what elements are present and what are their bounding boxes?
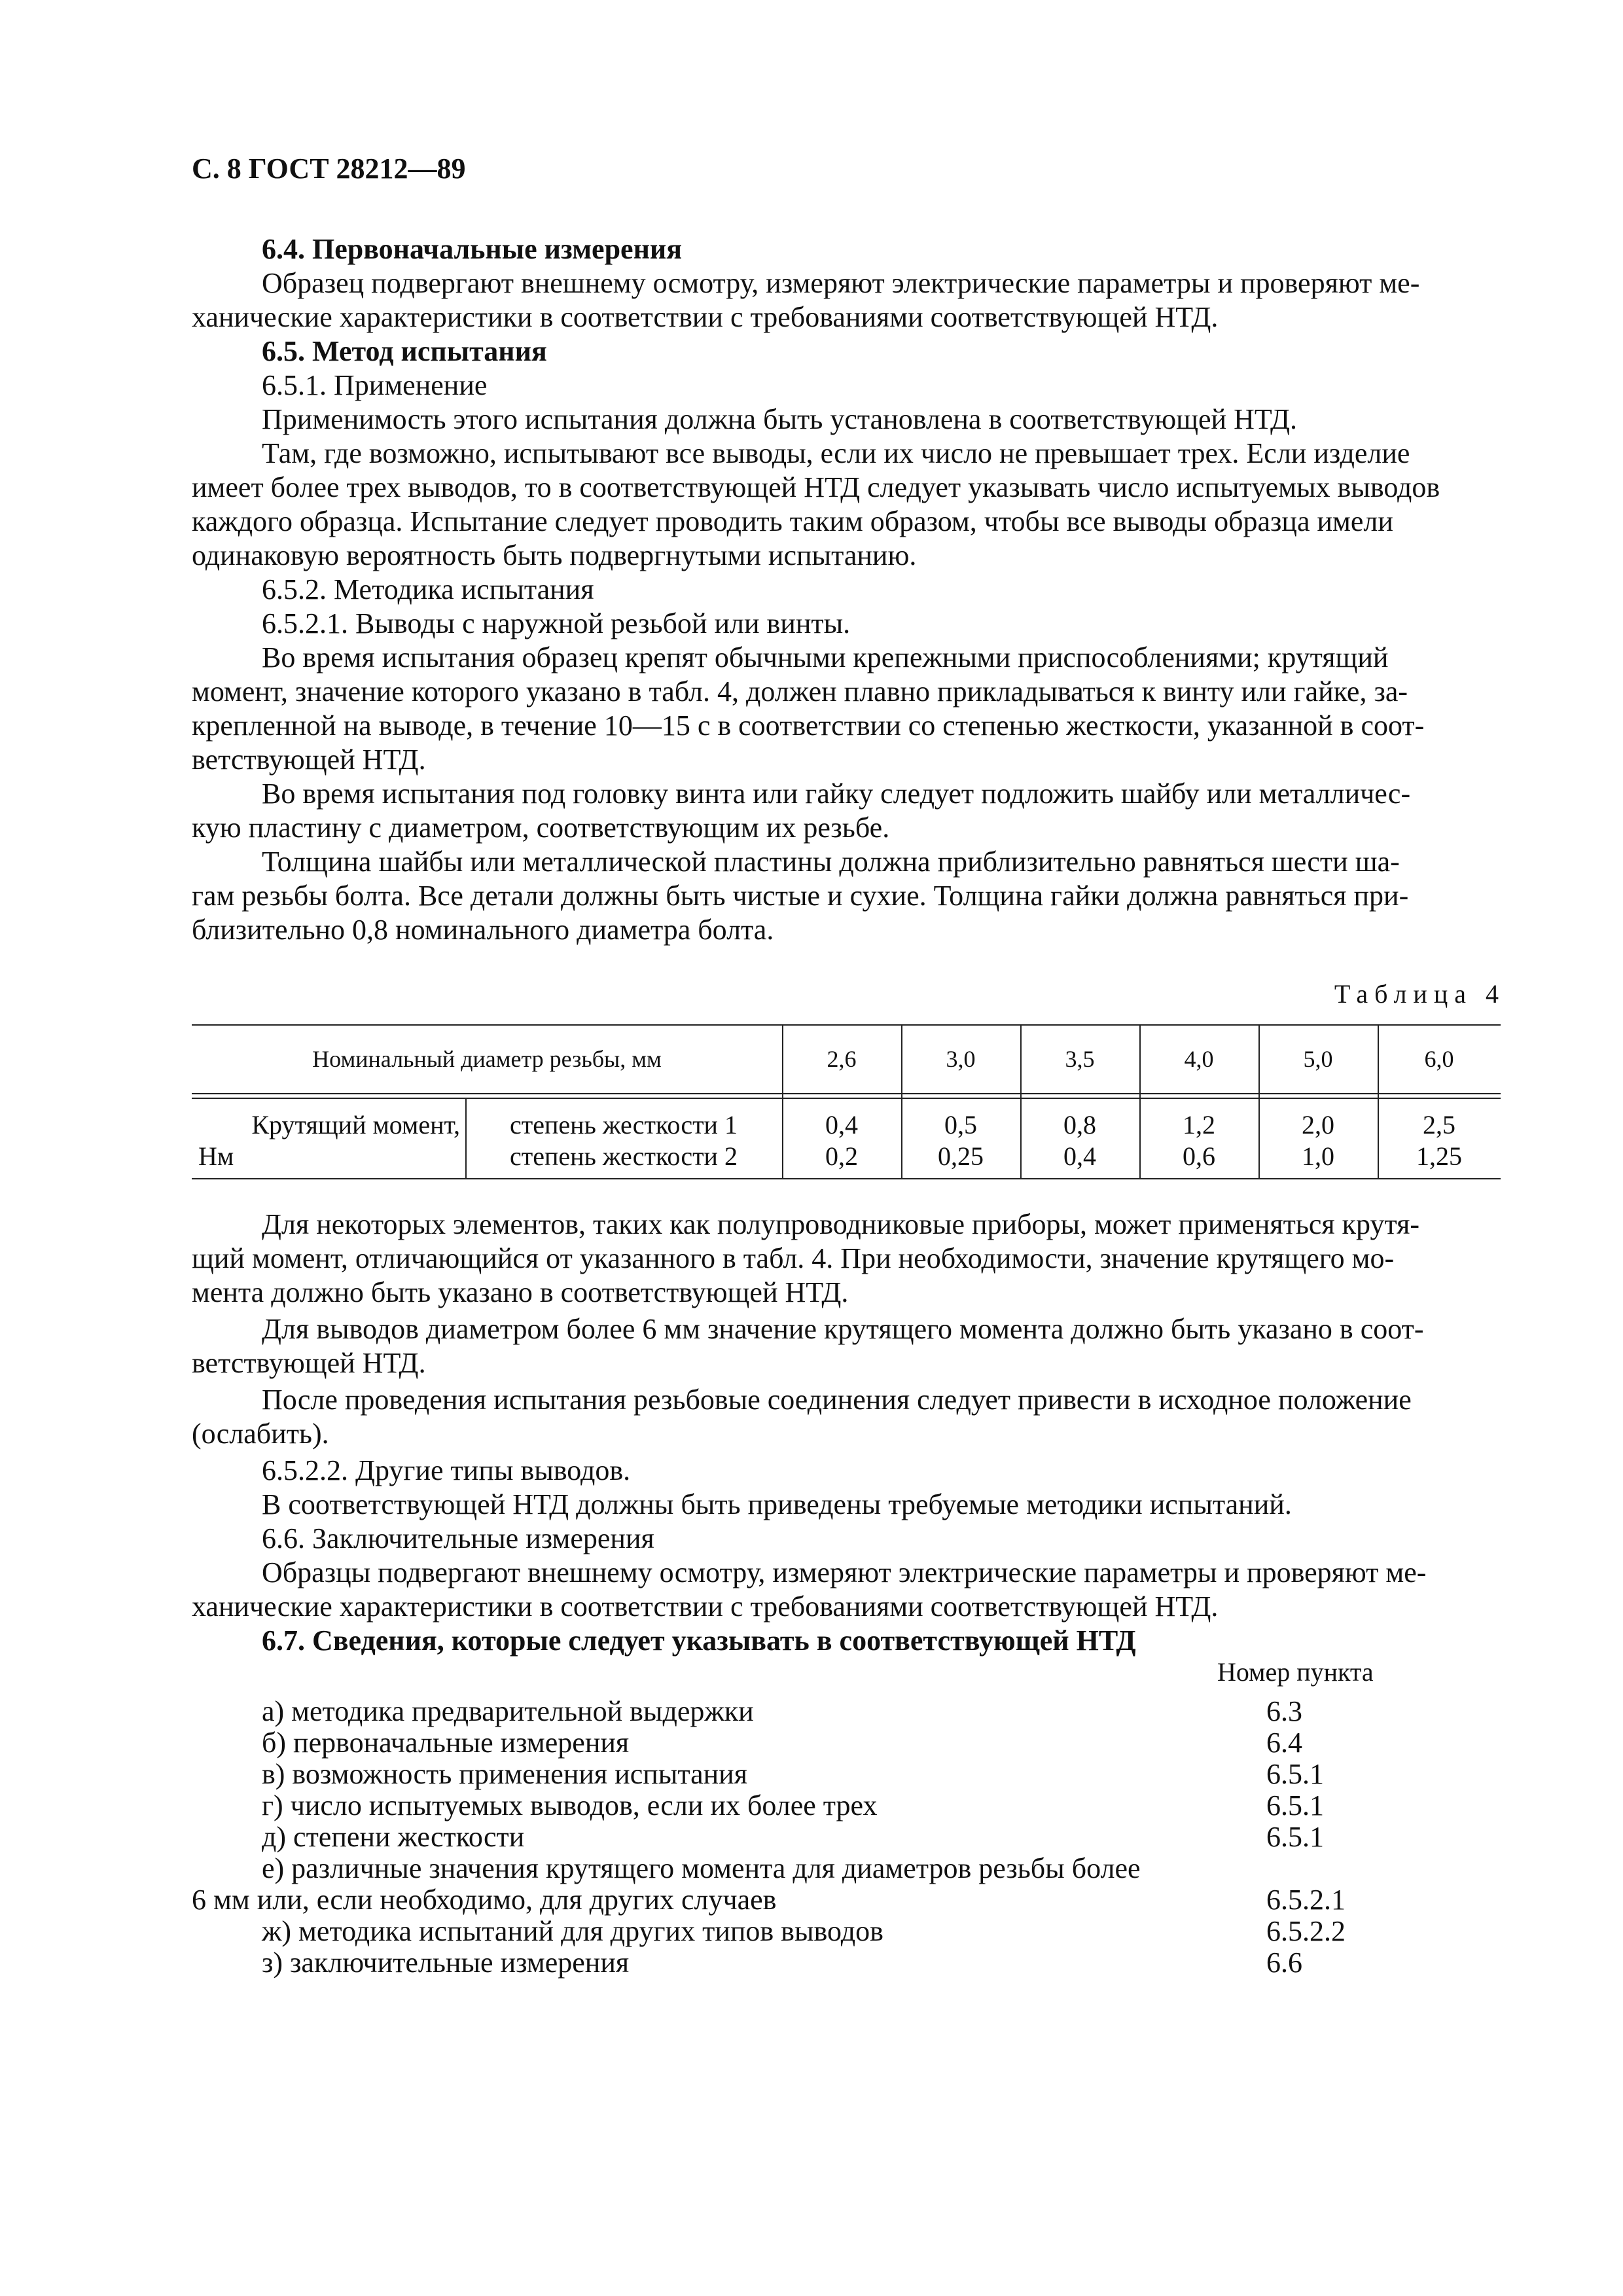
paragraph-line: Во время испытания под головку винта или гайку следует подложить шайбу или металличес- [262, 778, 1411, 810]
table-header-label: Номинальный диаметр резьбы, мм [312, 1046, 662, 1072]
section-6-5-2-title: 6.5.2. Методика испытания [262, 573, 594, 605]
paragraph-line: Там, где возможно, испытывают все выводы, если их число не превышает трех. Если изделие [262, 437, 1410, 469]
paragraph-line: каждого образца. Испытание следует проводить таким образом, чтобы все выводы образца имели [192, 505, 1393, 537]
list-item-continuation: 6 мм или, если необходимо, для других случаев [192, 1884, 777, 1916]
paragraph-line: Во время испытания образец крепят обычными крепежными приспособлениями; крутящий [262, 641, 1389, 673]
list-item-number: 6.5.2.2 [1266, 1915, 1346, 1947]
list-item: б) первоначальные измерения [262, 1727, 630, 1759]
paragraph-line: кую пластину с диаметром, соответствующим их резьбе. [192, 812, 890, 844]
paragraph-line: одинаковую вероятность быть подвергнутыми испытанию. [192, 539, 917, 571]
section-6-5-1-title: 6.5.1. Применение [262, 369, 488, 401]
paragraph-line: (ослабить). [192, 1418, 329, 1450]
table-cell: 2,0 [1302, 1110, 1334, 1139]
paragraph-line: Для некоторых элементов, таких как полупроводниковые приборы, может применяться крутя- [262, 1208, 1420, 1240]
paragraph-line: Для выводов диаметром более 6 мм значение крутящего момента должно быть указано в соот- [262, 1313, 1424, 1345]
table-cell: 0,25 [938, 1141, 984, 1171]
table-header-cell: 4,0 [1184, 1046, 1214, 1072]
section-6-6-title: 6.6. Заключительные измерения [262, 1522, 654, 1554]
table-rule [192, 1093, 1501, 1094]
table-header-cell: 2,6 [827, 1046, 857, 1072]
page-header: С. 8 ГОСТ 28212—89 [192, 152, 466, 185]
list-item-number: 6.5.2.1 [1266, 1884, 1346, 1916]
paragraph-line: щий момент, отличающийся от указанного в табл. 4. При необходимости, значение крутящего мо- [192, 1242, 1395, 1274]
table-header-cell: 6,0 [1424, 1046, 1454, 1072]
list-item-number: 6.6 [1266, 1946, 1302, 1979]
table-cell: 1,25 [1416, 1141, 1462, 1171]
table-cell: 0,6 [1183, 1141, 1215, 1171]
table-cell: 1,2 [1183, 1110, 1215, 1139]
row-label-unit: Нм [198, 1141, 234, 1171]
list-item-number: 6.3 [1266, 1695, 1302, 1727]
list-item: г) число испытуемых выводов, если их более трех [262, 1789, 878, 1821]
paragraph-line: Толщина шайбы или металлической пластины должна приблизительно равняться шести ша- [262, 846, 1400, 878]
paragraph-line: В соответствующей НТД должны быть приведены требуемые методики испытаний. [262, 1488, 1292, 1520]
table-cell: 0,4 [1063, 1141, 1096, 1171]
section-6-5-title: 6.5. Метод испытания [262, 335, 547, 367]
list-item: з) заключительные измерения [262, 1946, 630, 1979]
paragraph-line: гам резьбы болта. Все детали должны быть чистые и сухие. Толщина гайки должна равняться при- [192, 880, 1409, 912]
paragraph-line: После проведения испытания резьбовые соединения следует привести в исходное положение [262, 1384, 1412, 1416]
table-rule [192, 1024, 1501, 1026]
list-item-number: 6.4 [1266, 1727, 1302, 1759]
table-caption: Таблица 4 [1334, 979, 1505, 1009]
table-cell: 2,5 [1423, 1110, 1455, 1139]
paragraph-line: крепленной на выводе, в течение 10—15 с в соответствии со степенью жесткости, указанной в соот- [192, 709, 1425, 742]
row-label: Крутящий момент, [251, 1110, 460, 1139]
table-cell: 0,8 [1063, 1110, 1096, 1139]
table-header-cell: 5,0 [1303, 1046, 1333, 1072]
table-rule [192, 1178, 1501, 1179]
paragraph-line: ветствующей НТД. [192, 1347, 426, 1379]
table-cell: 0,2 [825, 1141, 858, 1171]
paragraph-line: мента должно быть указано в соответствующей НТД. [192, 1276, 849, 1308]
table-cell: 1,0 [1302, 1141, 1334, 1171]
paragraph-line: близительно 0,8 номинального диаметра болта. [192, 914, 774, 946]
section-6-7-title: 6.7. Сведения, которые следует указывать в соответствующей НТД [262, 1624, 1136, 1657]
paragraph-line: Образец подвергают внешнему осмотру, измеряют электрические параметры и проверяют ме- [262, 267, 1420, 299]
paragraph-line: Образцы подвергают внешнему осмотру, измеряют электрические параметры и проверяют ме- [262, 1556, 1427, 1588]
paragraph-line: ветствующей НТД. [192, 744, 426, 776]
list-item-number: 6.5.1 [1266, 1758, 1324, 1790]
list-item: а) методика предварительной выдержки [262, 1695, 754, 1727]
list-item: е) различные значения крутящего момента для диаметров резьбы более [262, 1852, 1141, 1884]
list-item: д) степени жесткости [262, 1821, 525, 1853]
section-6-5-2-1-title: 6.5.2.1. Выводы с наружной резьбой или винты. [262, 607, 851, 639]
clause-number-heading: Номер пункта [1217, 1657, 1374, 1687]
list-item-number: 6.5.1 [1266, 1821, 1324, 1853]
paragraph-line: имеет более трех выводов, то в соответствующей НТД следует указывать число испытуемых выводов [192, 471, 1440, 503]
paragraph-line: Применимость этого испытания должна быть установлена в соответствующей НТД. [262, 403, 1297, 435]
list-item: ж) методика испытаний для других типов выводов [262, 1915, 883, 1947]
table-header-cell: 3,0 [946, 1046, 976, 1072]
table-cell: 0,5 [944, 1110, 977, 1139]
table-cell: 0,4 [825, 1110, 858, 1139]
section-6-4-title: 6.4. Первоначальные измерения [262, 233, 683, 265]
section-6-5-2-2-title: 6.5.2.2. Другие типы выводов. [262, 1454, 631, 1486]
severity-1-label: степень жесткости 1 [510, 1110, 738, 1139]
severity-2-label: степень жесткости 2 [510, 1141, 738, 1171]
paragraph-line: ханические характеристики в соответствии с требованиями соответствующей НТД. [192, 1590, 1219, 1623]
paragraph-line: момент, значение которого указано в табл. 4, должен плавно прикладываться к винту или гайке, за- [192, 675, 1408, 708]
table-rule [192, 1098, 1501, 1099]
paragraph-line: ханические характеристики в соответствии с требованиями соответствующей НТД. [192, 301, 1219, 333]
list-item: в) возможность применения испытания [262, 1758, 747, 1790]
table-header-cell: 3,5 [1065, 1046, 1095, 1072]
list-item-number: 6.5.1 [1266, 1789, 1324, 1821]
